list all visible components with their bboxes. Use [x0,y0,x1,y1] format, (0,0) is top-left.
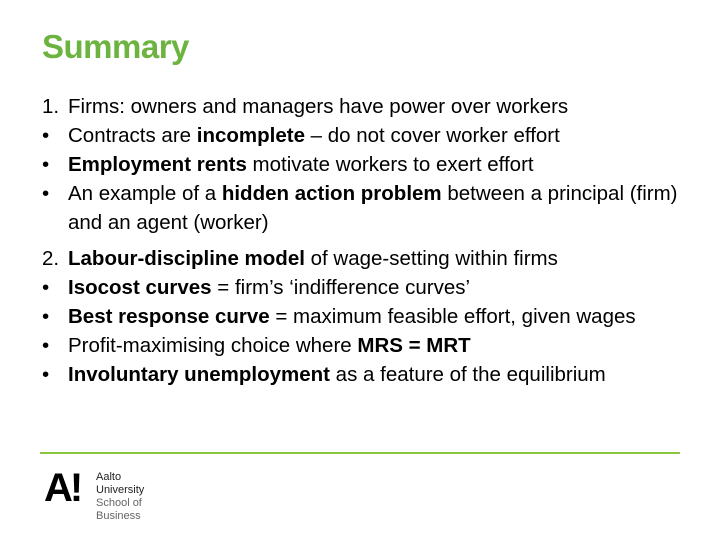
bullet: • [42,334,50,357]
text-bold: MRS = MRT [357,334,471,357]
text-regular: as a feature of the equilibrium [329,363,606,386]
list-item [42,150,692,179]
list-item-text [68,360,692,389]
text-regular: of wage-setting within firms [304,247,558,270]
text-bold: incomplete [196,124,305,147]
bullet: • [42,276,50,299]
logo-line-school: School of Business [96,497,142,522]
footer-divider [40,452,680,454]
list-item-text [68,150,692,179]
list-item-text [68,302,692,331]
text-regular: – do not cover worker effort [304,124,560,147]
text-regular: motivate workers to exert effort [246,153,534,176]
text-bold: Involuntary unemployment [68,363,330,386]
bullet: • [42,124,50,147]
text-regular: An example of a [68,182,222,205]
section-2 [42,244,692,389]
list-item [42,179,692,237]
list-item-text [68,179,692,237]
text-bold: Labour-discipline model [68,247,305,270]
bullet: • [42,153,50,176]
list-item-text [68,273,692,302]
bullet: • [42,305,50,328]
list-item [42,360,692,389]
text-regular: = maximum feasible effort, given wages [269,305,636,328]
page-title: Summary [42,28,189,65]
text-regular: between a principal (firm) and an agent (worker) [68,182,678,234]
list-item [42,331,692,360]
bullet: • [42,363,50,386]
list-item-text [68,121,692,150]
section-1 [42,92,692,237]
section-2-heading [42,244,692,273]
section-1-heading-text: Firms: owners and managers have power over workers [68,95,569,118]
logo-text [96,471,144,523]
logo-mark: A! [44,466,81,510]
text-bold: hidden action problem [221,182,442,205]
list-item-text [68,331,692,360]
text-bold: Isocost curves [68,276,212,299]
list-item [42,302,692,331]
list-number: 1. [42,95,60,118]
text-regular: Profit-maximising choice where [68,334,358,357]
text-regular: Contracts are [68,124,197,147]
bullet: • [42,182,50,205]
logo-line-university: Aalto University [96,471,145,496]
text-bold: Best response curve [68,305,270,328]
text-bold: Employment rents [68,153,247,176]
list-item [42,121,692,150]
section-1-heading [42,92,692,121]
section-2-heading-text [68,244,692,273]
list-number: 2. [42,247,60,270]
text-regular: = firm’s ‘indifference curves’ [211,276,471,299]
list-item [42,273,692,302]
